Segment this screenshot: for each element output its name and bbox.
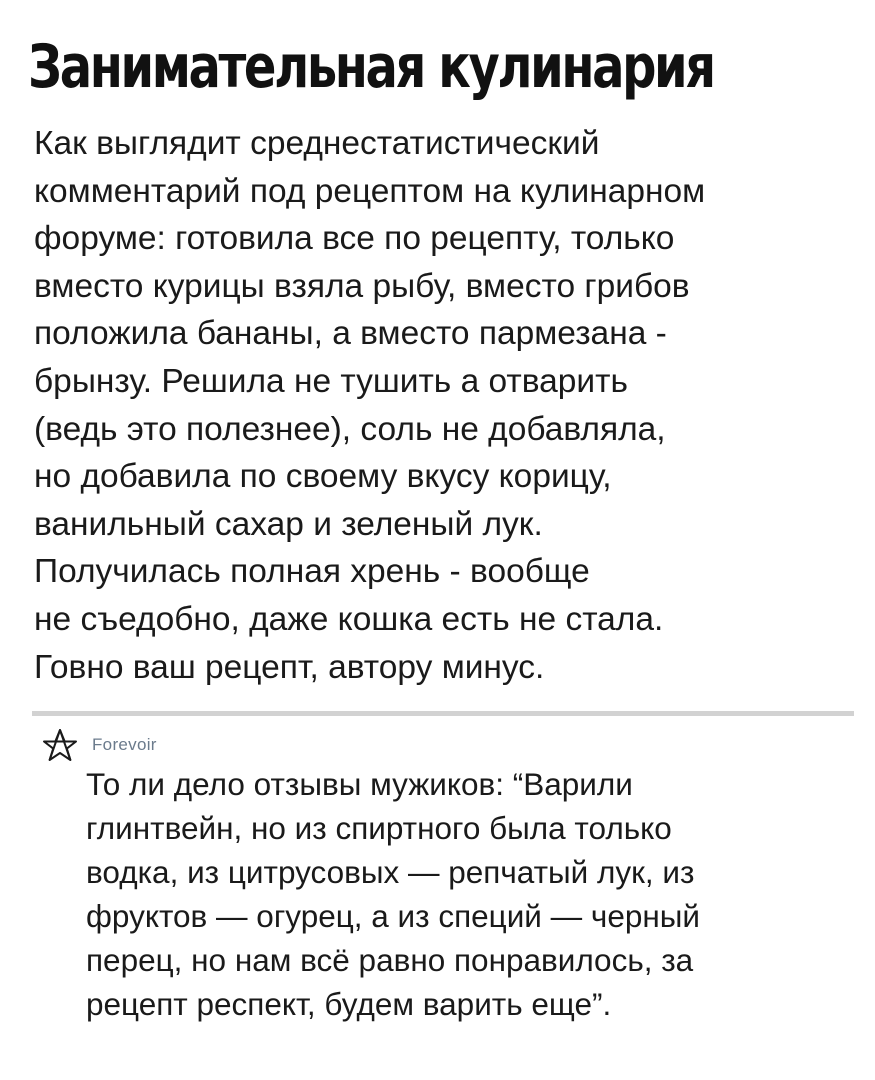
comment-line: фруктов — огурец, а из специй — черный	[86, 898, 700, 934]
post-line: вместо курицы взяла рыбу, вместо грибов	[34, 267, 690, 305]
post-line: ванильный сахар и зеленый лук.	[34, 505, 543, 543]
post-line: форуме: готовила все по рецепту, только	[34, 220, 675, 258]
post-line: но добавила по своему вкусу корицу,	[34, 458, 612, 496]
post-line: комментарий под рецептом на кулинарном	[34, 172, 706, 210]
comment-line: рецепт респект, будем варить еще”.	[86, 986, 612, 1022]
comment-author[interactable]: Forevoir	[92, 735, 157, 754]
comment-line: перец, но нам всё равно понравилось, за	[86, 942, 694, 978]
section-divider	[32, 711, 854, 716]
post-line: положила бананы, а вместо пармезана -	[34, 315, 667, 353]
comment-line: То ли дело отзывы мужиков: “Варили	[86, 766, 633, 802]
post-line: не съедобно, даже кошка есть не стала.	[34, 600, 664, 638]
post-body	[34, 120, 834, 691]
comment-header	[42, 728, 157, 762]
post-line: брынзу. Решила не тушить а отварить	[34, 362, 628, 400]
comment-line: водка, из цитрусовых — репчатый лук, из	[86, 854, 695, 890]
comment-body	[86, 762, 846, 1026]
comment-line: глинтвейн, но из спиртного была только	[86, 810, 672, 846]
post-line: (ведь это полезнее), соль не добавляла,	[34, 410, 666, 448]
page-title: Занимательная кулинария	[28, 32, 714, 102]
post-line: Получилась полная хрень - вообще	[34, 553, 590, 591]
pentagram-icon	[42, 728, 78, 762]
post-line: Говно ваш рецепт, автору минус.	[34, 648, 545, 686]
post-line: Как выглядит среднестатистический	[34, 125, 600, 162]
